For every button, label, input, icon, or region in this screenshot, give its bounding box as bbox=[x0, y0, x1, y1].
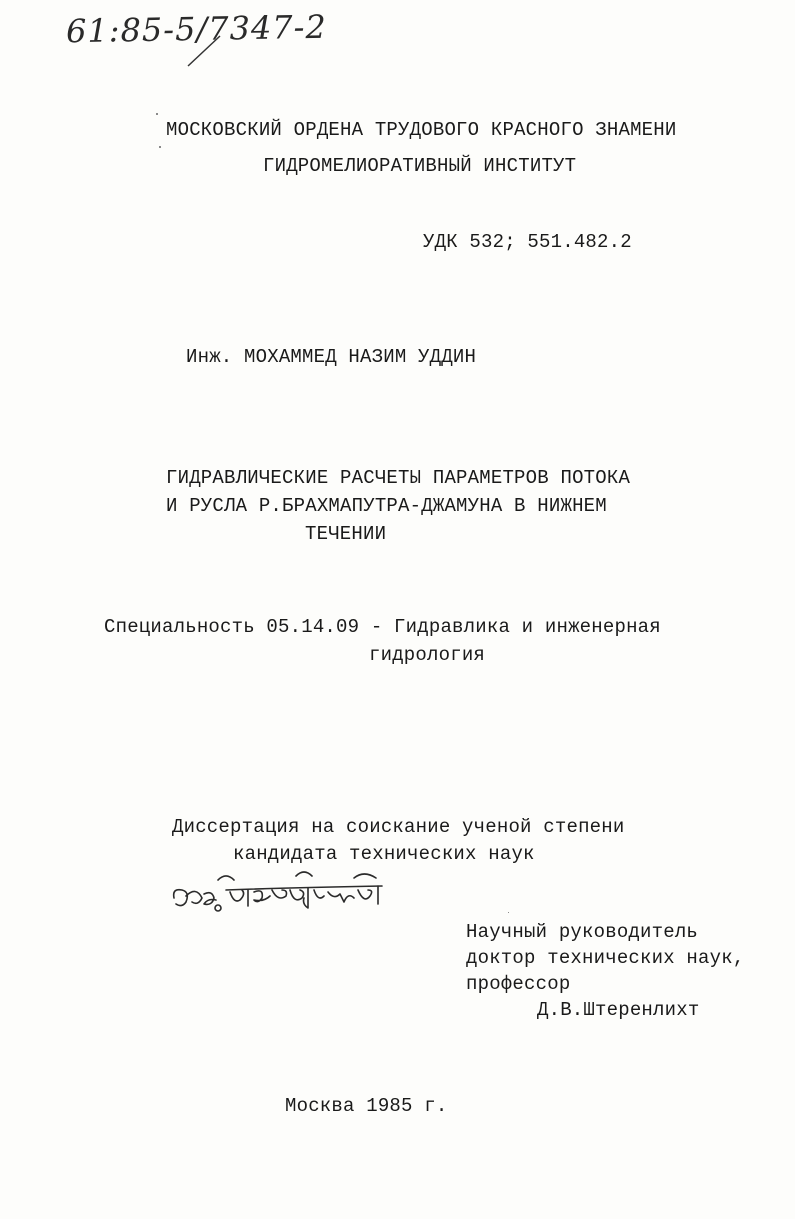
scan-speck bbox=[156, 113, 158, 115]
author-name: Инж. МОХАММЕД НАЗИМ УДДИН bbox=[186, 346, 477, 368]
author-signature bbox=[168, 868, 398, 920]
scan-speck bbox=[508, 912, 509, 913]
dissertation-line-1: Диссертация на соискание ученой степени bbox=[172, 816, 625, 838]
title-line-1: ГИДРАВЛИЧЕСКИЕ РАСЧЕТЫ ПАРАМЕТРОВ ПОТОКА bbox=[166, 467, 631, 489]
udc-code: УДК 532; 551.482.2 bbox=[423, 231, 632, 253]
archive-number-underline bbox=[186, 30, 226, 70]
specialty-line-2: гидрология bbox=[369, 644, 486, 666]
archive-number: 61:85-5/7347-2 bbox=[65, 7, 328, 51]
title-line-2: И РУСЛА Р.БРАХМАПУТРА-ДЖАМУНА В НИЖНЕМ bbox=[166, 495, 607, 517]
institute-line-2: ГИДРОМЕЛИОРАТИВНЫЙ ИНСТИТУТ bbox=[263, 155, 577, 177]
place-year: Москва 1985 г. bbox=[285, 1095, 448, 1117]
supervisor-line-1: Научный руководитель bbox=[466, 921, 699, 943]
title-line-3: ТЕЧЕНИИ bbox=[305, 523, 387, 545]
specialty-line-1: Специальность 05.14.09 - Гидравлика и инженерная bbox=[104, 616, 661, 638]
scan-speck bbox=[159, 146, 161, 148]
supervisor-name: Д.В.Штеренлихт bbox=[537, 999, 700, 1021]
supervisor-line-3: профессор bbox=[466, 973, 571, 995]
dissertation-line-2: кандидата технических наук bbox=[233, 843, 535, 865]
institute-line-1: МОСКОВСКИЙ ОРДЕНА ТРУДОВОГО КРАСНОГО ЗНАМЕНИ bbox=[166, 119, 677, 141]
supervisor-line-2: доктор технических наук, bbox=[466, 947, 745, 969]
